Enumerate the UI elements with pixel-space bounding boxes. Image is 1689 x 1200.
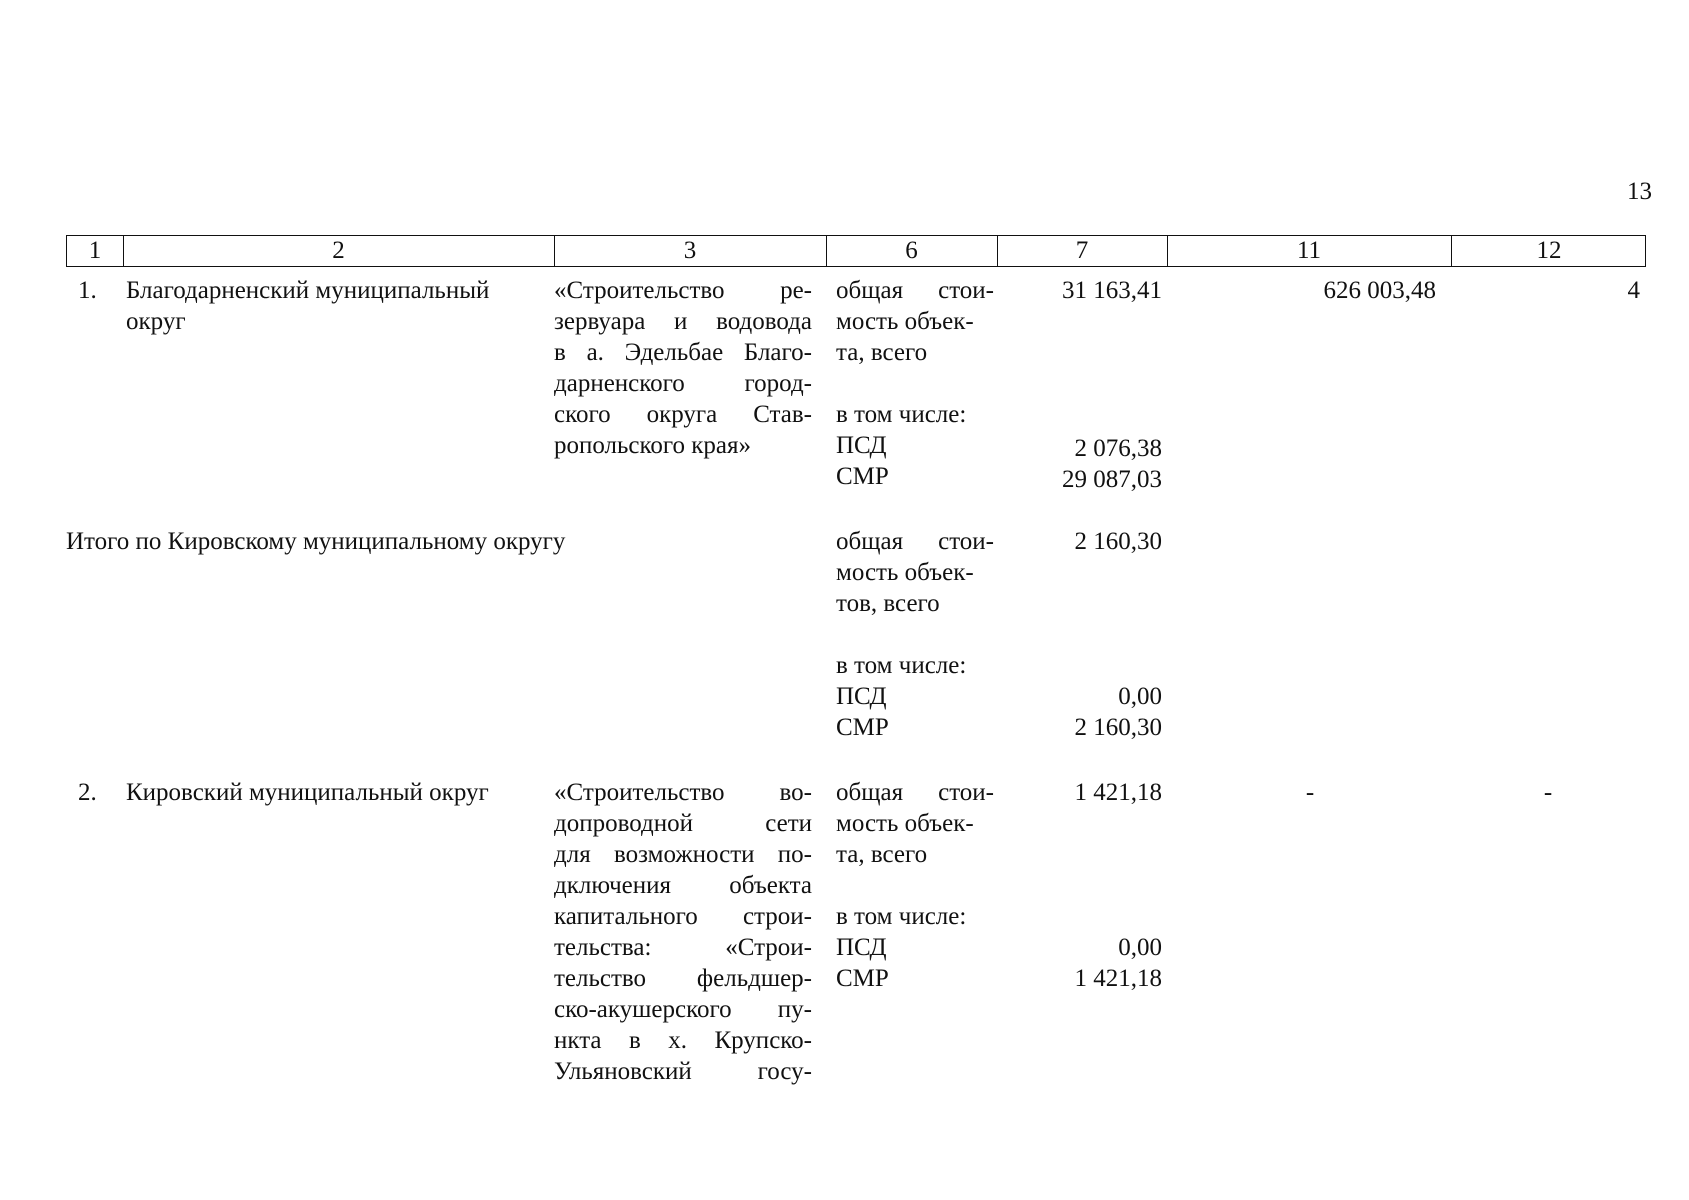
- subtotal-total-value: 2 160,30: [1074, 528, 1162, 555]
- object-description: «Строительство во- допроводной сети для возможности по- дключения объекта капитального строи- тельства: «Строи- тельство фельдшер- ско-акушерского пу- нкта в х. Крупско- Ульяновский госу-: [554, 779, 812, 1085]
- header-col-3: 3: [683, 237, 697, 264]
- col-12-value: -: [1543, 779, 1553, 806]
- col-12-value: 4: [1627, 277, 1640, 304]
- row-number: 2.: [78, 779, 97, 806]
- cost-label: общая стои- мость объек- та, всего: [836, 779, 994, 868]
- table-header-row: [66, 235, 1646, 267]
- subtotal-psd-label: ПСД: [836, 683, 887, 710]
- subtotal-smr-value: 2 160,30: [1074, 714, 1162, 741]
- header-col-6: 6: [905, 237, 918, 264]
- psd-value: 0,00: [1118, 934, 1162, 961]
- header-col-12: 12: [1536, 237, 1562, 264]
- header-col-1: 1: [88, 237, 102, 264]
- including-label: в том числе:: [836, 903, 967, 930]
- total-cost-value: 1 421,18: [1074, 779, 1162, 806]
- col-11-value: 626 003,48: [1323, 277, 1436, 304]
- including-label: в том числе:: [836, 401, 967, 428]
- total-cost-value: 31 163,41: [1062, 277, 1162, 304]
- header-col-7: 7: [1075, 237, 1089, 264]
- smr-value: 1 421,18: [1074, 965, 1162, 992]
- subtotal-psd-value: 0,00: [1118, 683, 1162, 710]
- subtotal-smr-label: СМР: [836, 714, 889, 741]
- psd-label: ПСД: [836, 934, 887, 961]
- district-name: Благодарненский муниципальный округ: [126, 277, 490, 335]
- smr-label: СМР: [836, 463, 889, 490]
- object-description: «Строительство ре- зервуара и водовода в а. Эдельбае Благо- дарненского город- ского округа Став- ропольского края»: [554, 277, 812, 459]
- row-number: 1.: [78, 277, 97, 304]
- smr-value: 29 087,03: [1062, 466, 1162, 493]
- col-11-value: -: [1305, 779, 1315, 806]
- district-name: Кировский муниципальный округ: [126, 779, 489, 806]
- cost-label: общая стои- мость объек- та, всего: [836, 277, 994, 366]
- header-col-11: 11: [1296, 237, 1322, 264]
- header-col-2: 2: [332, 237, 345, 264]
- psd-label: ПСД: [836, 432, 887, 459]
- psd-value: 2 076,38: [1074, 435, 1162, 462]
- smr-label: СМР: [836, 965, 889, 992]
- subtotal-cost-label: общая стои- мость объек- тов, всего: [836, 528, 994, 617]
- subtotal-including-label: в том числе:: [836, 652, 967, 679]
- subtotal-label: Итого по Кировскому муниципальному округу: [66, 528, 566, 555]
- page-number: 13: [1627, 178, 1652, 205]
